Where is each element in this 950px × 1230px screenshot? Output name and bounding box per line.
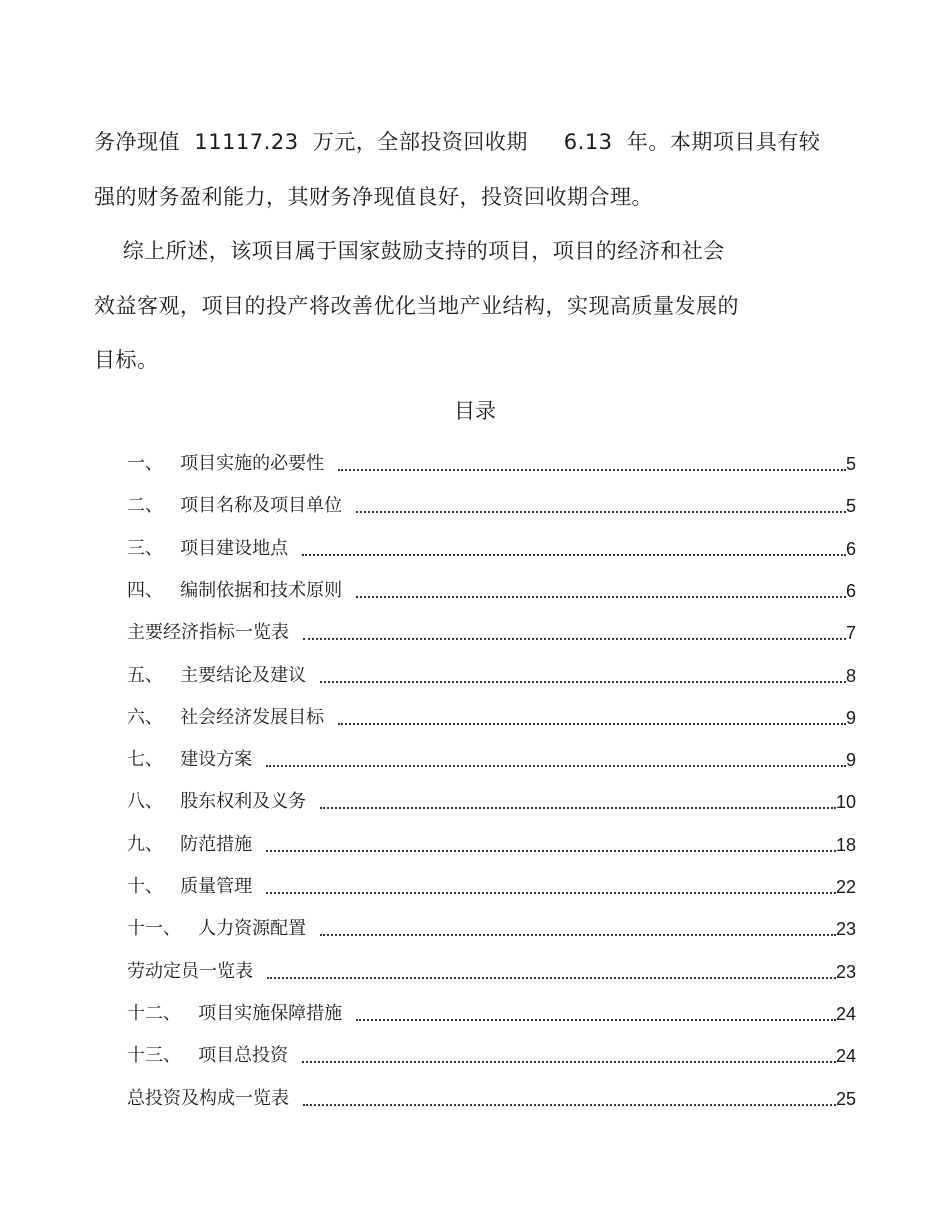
- toc-entry-label: 劳动定员一览表: [127, 961, 253, 982]
- toc-entry-label: 六、 社会经济发展目标: [127, 707, 325, 728]
- toc-entry[interactable]: [127, 577, 856, 603]
- toc-entry[interactable]: [127, 873, 856, 899]
- toc-entry-label: 十一、 人力资源配置: [127, 918, 307, 939]
- toc-dot-leader: [302, 554, 846, 556]
- toc-entry-page-number: 6: [845, 581, 856, 601]
- toc-entry-page-number: 24: [835, 1004, 856, 1024]
- toc-entry-page-number: 6: [845, 539, 856, 559]
- toc-dot-leader: [266, 892, 836, 894]
- toc-entry[interactable]: [127, 958, 856, 984]
- toc-dot-leader: [266, 765, 846, 767]
- toc-dot-leader: [266, 850, 836, 852]
- toc-entry-label: 一、 项目实施的必要性: [127, 453, 325, 474]
- toc-entry[interactable]: [127, 619, 856, 645]
- toc-entry[interactable]: [127, 1042, 856, 1068]
- toc-entry[interactable]: [127, 915, 856, 941]
- toc-entry-page-number: 24: [835, 1046, 856, 1066]
- toc-entry-page-number: 22: [835, 877, 856, 897]
- toc-dot-leader: [303, 1104, 836, 1106]
- paragraph-line: 目标。: [94, 348, 159, 372]
- toc-entry-page-number: 23: [835, 919, 856, 939]
- toc-dot-leader: [356, 1019, 836, 1021]
- toc-entry-page-number: 23: [835, 962, 856, 982]
- paragraph-line: 务净现值 11117.23 万元，全部投资回收期 6.13 年。本期项目具有较: [94, 130, 821, 154]
- toc-entry-page-number: 9: [845, 750, 856, 770]
- toc-entry[interactable]: [127, 450, 856, 476]
- toc-dot-leader: [302, 1061, 836, 1063]
- toc-entry-label: 四、 编制依据和技术原则: [127, 580, 343, 601]
- toc-entry-label: 二、 项目名称及项目单位: [127, 495, 343, 516]
- toc-entry[interactable]: [127, 492, 856, 518]
- toc-dot-leader: [338, 469, 846, 471]
- toc-entry-label: 十、 质量管理: [127, 876, 253, 897]
- toc-entry[interactable]: [127, 704, 856, 730]
- toc-entry-page-number: 7: [845, 623, 856, 643]
- toc-entry-label: 七、 建设方案: [127, 749, 253, 770]
- toc-dot-leader: [320, 807, 836, 809]
- toc-dot-leader: [356, 511, 846, 513]
- toc-entry-label: 九、 防范措施: [127, 834, 253, 855]
- toc-entry[interactable]: [127, 788, 856, 814]
- toc-entry-page-number: 10: [835, 792, 856, 812]
- toc-dot-leader: [320, 681, 846, 683]
- toc-entry-label: 三、 项目建设地点: [127, 538, 289, 559]
- toc-entry[interactable]: [127, 1000, 856, 1026]
- toc-entry-page-number: 8: [845, 666, 856, 686]
- toc-entry[interactable]: [127, 746, 856, 772]
- toc-entry-label: 十二、 项目实施保障措施: [127, 1003, 343, 1024]
- toc-entry-page-number: 5: [845, 454, 856, 474]
- paragraph-line: 效益客观，项目的投产将改善优化当地产业结构，实现高质量发展的: [94, 294, 739, 318]
- toc-dot-leader: [356, 596, 846, 598]
- toc-entry-label: 八、 股东权利及义务: [127, 791, 307, 812]
- toc-dot-leader: [320, 934, 836, 936]
- toc-entry-label: 五、 主要结论及建议: [127, 665, 307, 686]
- toc-entry-label: 主要经济指标一览表: [127, 622, 289, 643]
- toc-dot-leader: [303, 638, 846, 640]
- toc-entry[interactable]: [127, 535, 856, 561]
- toc-entry[interactable]: [127, 831, 856, 857]
- toc-entry-page-number: 25: [835, 1089, 856, 1109]
- toc-entry-label: 总投资及构成一览表: [127, 1088, 289, 1109]
- toc-dot-leader: [267, 977, 836, 979]
- paragraph-line: 强的财务盈利能力，其财务净现值良好，投资回收期合理。: [94, 185, 653, 209]
- toc-dot-leader: [338, 723, 846, 725]
- toc-entry[interactable]: [127, 662, 856, 688]
- paragraph-line: 综上所述，该项目属于国家鼓励支持的项目，项目的经济和社会: [94, 239, 725, 263]
- toc-entry-page-number: 5: [845, 496, 856, 516]
- toc-entry-label: 十三、 项目总投资: [127, 1045, 289, 1066]
- toc-entry[interactable]: [127, 1085, 856, 1111]
- toc-title: 目录: [454, 399, 496, 423]
- toc-entry-page-number: 9: [845, 708, 856, 728]
- toc-entry-page-number: 18: [835, 835, 856, 855]
